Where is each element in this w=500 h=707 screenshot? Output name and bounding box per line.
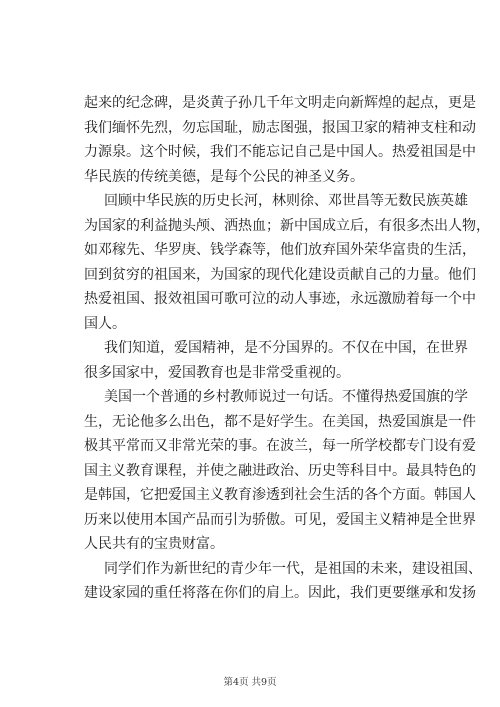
paragraph [84, 336, 468, 385]
paragraph [84, 91, 476, 189]
text-line: 历来以使用本国产品而引为骄傲。可见，爱国主义精神是全世界 [84, 511, 476, 528]
text-line: 回顾中华民族的历史长河，林则徐、邓世昌等无数民族英雄 [104, 193, 468, 209]
text-line: 如邓稼先、华罗庚、钱学森等，他们放弃国外荣华富贵的生活， [84, 242, 476, 258]
paragraph [84, 189, 490, 336]
text-line: 回到贫穷的祖国来，为国家的现代化建设贡献自己的力量。他们 [84, 266, 476, 283]
text-line: 国主义教育课程，并使之融进政治、历史等科目中。最具特色的 [84, 462, 476, 479]
text-line: 国人。 [84, 315, 126, 332]
text-line: 为国家的利益抛头颅、洒热血；新中国成立后，有很多杰出人物， [84, 217, 490, 234]
text-line: 我们缅怀先烈，勿忘国耻，励志图强，报国卫家的精神支柱和动 [84, 119, 476, 136]
text-line: 同学们作为新世纪的青少年一代，是祖国的未来，建设祖国、 [104, 560, 482, 577]
text-line: 是韩国，它把爱国主义教育渗透到社会生活的各个方面。韩国人 [84, 487, 476, 503]
text-line: 极其平常而又非常光荣的事。在波兰，每一所学校都专门设有爱 [84, 438, 476, 454]
paragraph [84, 385, 476, 557]
text-line: 美国一个普通的乡村教师说过一句话。不懂得热爱国旗的学 [104, 389, 468, 405]
text-line: 人民共有的宝贵财富。 [84, 536, 224, 552]
text-line: 生，无论他多么出色，都不是好学生。在美国，热爱国旗是一件 [84, 413, 476, 430]
text-line: 华民族的传统美德，是每个公民的神圣义务。 [84, 168, 364, 185]
text-line: 热爱祖国、报效祖国可歌可泣的动人事迹，永远激励着每一个中 [84, 291, 476, 307]
document-body [84, 91, 490, 606]
text-line: 很多国家中，爱国教育也是非常受重视的。 [84, 364, 350, 381]
text-line: 建设家园的重任将落在你们的肩上。因此，我们更要继承和发扬 [84, 585, 476, 601]
paragraph [84, 557, 482, 606]
text-line: 起来的纪念碑，是炎黄子孙几千年文明走向新辉煌的起点，更是 [84, 95, 476, 111]
text-line: 力源泉。这个时候，我们不能忘记自己是中国人。热爱祖国是中 [84, 144, 476, 160]
text-line: 我们知道，爱国精神，是不分国界的。不仅在中国，在世界 [104, 340, 468, 356]
page-footer: 第4页 共9页 [223, 677, 277, 688]
